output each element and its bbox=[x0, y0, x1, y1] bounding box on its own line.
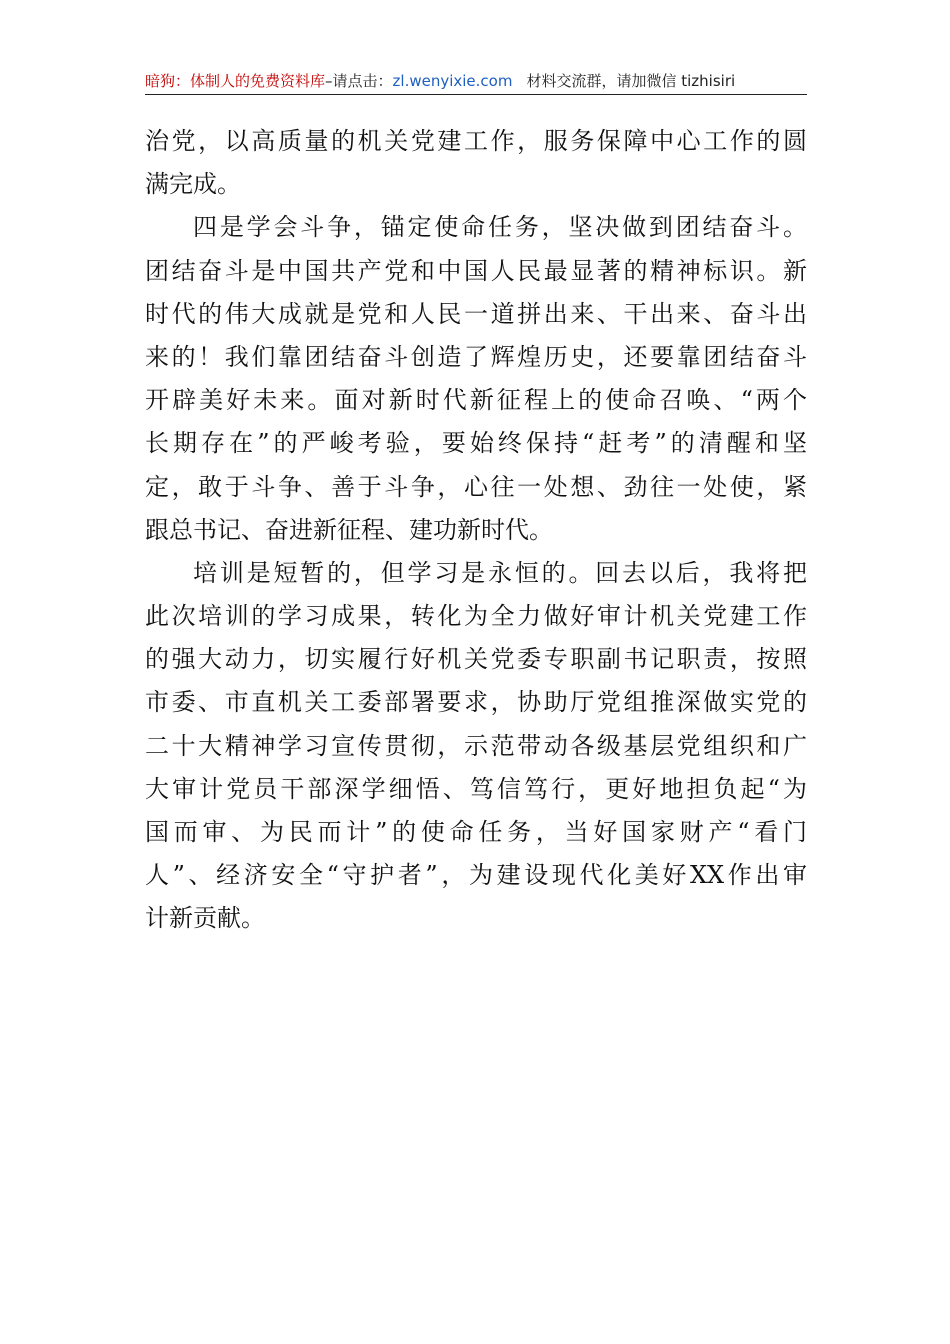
text-line: 培训是短暂的，但学习是永恒的。回去以后，我将把 bbox=[193, 558, 807, 587]
text-line: 团结奋斗是中国共产党和中国人民最显著的精神标识。新 bbox=[145, 256, 807, 285]
text-line: 定，敢于斗争、善于斗争，心往一处想、劲往一处使，紧 bbox=[145, 472, 807, 501]
text-line: 国而审、为民而计”的使命任务，当好国家财产“看门 bbox=[145, 818, 807, 846]
text-line: 计新贡献。 bbox=[145, 904, 265, 933]
document-body bbox=[145, 120, 807, 941]
header-brand: 暗狗：体制人的免费资料库 bbox=[145, 72, 326, 90]
page-header bbox=[145, 70, 807, 95]
text-line: 长期存在”的严峻考验，要始终保持“赶考”的清醒和坚 bbox=[145, 429, 807, 458]
header-contact-note: 材料交流群，请加微信 tizhisiri bbox=[526, 72, 736, 90]
text-line: 人”、经济安全“守护者”，为建设现代化美好XX作出审 bbox=[145, 861, 807, 890]
text-line: 治党，以高质量的机关党建工作，服务保障中心工作的圆 bbox=[145, 127, 807, 155]
text-line: 二十大精神学习宣传贯彻，示范带动各级基层党组织和广 bbox=[145, 731, 807, 760]
text-line: 时代的伟大成就是党和人民一道拼出来、干出来、奋斗出 bbox=[145, 299, 807, 328]
paragraph-conclusion bbox=[145, 552, 807, 941]
text-line: 开辟美好未来。面对新时代新征程上的使命召唤、“两个 bbox=[145, 386, 807, 415]
text-line: 满完成。 bbox=[145, 170, 241, 199]
paragraph-struggle bbox=[145, 206, 807, 552]
header-link[interactable]: zl.wenyixie.com bbox=[392, 72, 513, 90]
paragraph-continuation bbox=[145, 120, 807, 206]
text-line: 来的！我们靠团结奋斗创造了辉煌历史，还要靠团结奋斗 bbox=[145, 342, 807, 371]
text-line: 市委、市直机关工委部署要求，协助厅党组推深做实党的 bbox=[145, 688, 807, 717]
text-line: 大审计党员干部深学细悟、笃信笃行，更好地担负起“为 bbox=[145, 774, 807, 803]
text-line: 此次培训的学习成果，转化为全力做好审计机关党建工作 bbox=[145, 602, 807, 631]
text-line: 跟总书记、奋进新征程、建功新时代。 bbox=[145, 515, 553, 544]
header-click-label: –请点击： bbox=[325, 72, 393, 90]
text-line: 四是学会斗争，锚定使命任务，坚决做到团结奋斗。 bbox=[193, 213, 807, 242]
text-line: 的强大动力，切实履行好机关党委专职副书记职责，按照 bbox=[145, 645, 807, 674]
